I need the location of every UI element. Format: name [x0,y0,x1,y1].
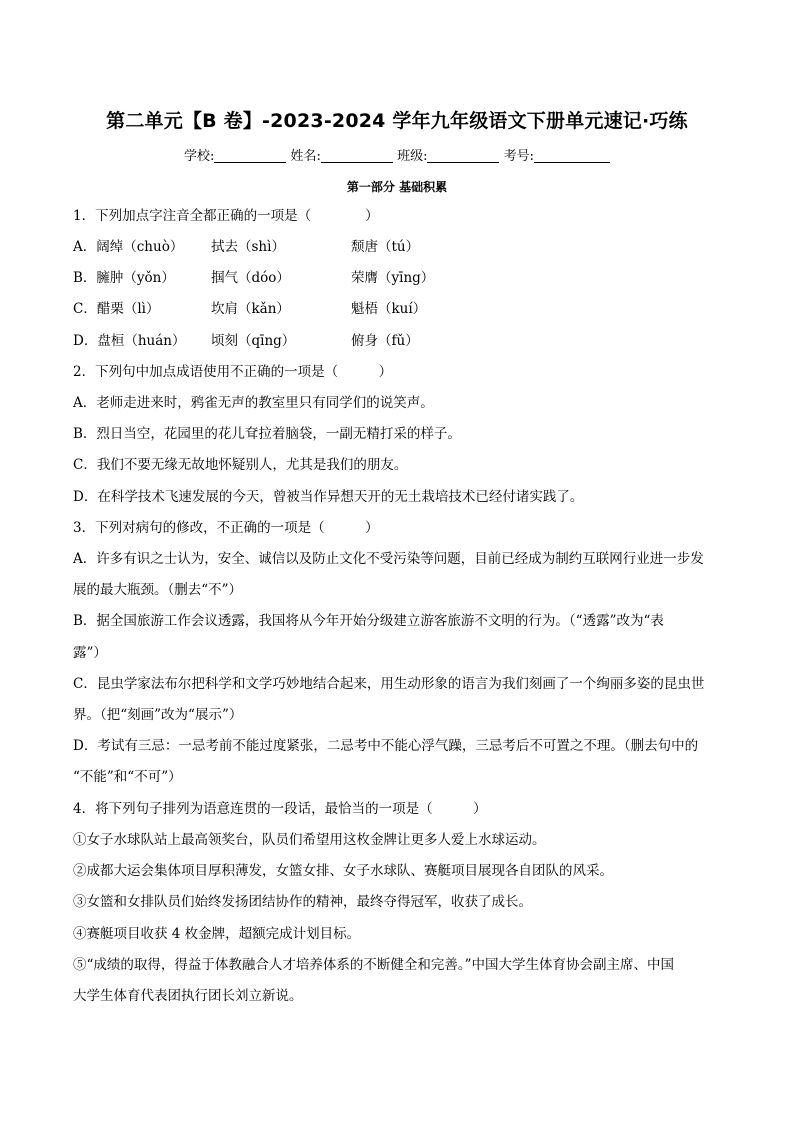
section-title: 第一部分 基础积累 [346,180,448,194]
q3-stem: 3．下列对病句的修改，不正确的一项是（ ） [73,520,379,536]
q1-option-c-word2: 坎肩（kǎn） [211,301,290,317]
q3-option-a-line2: 展的最大瓶颈。（删去“不”） [73,582,243,598]
q2-option-a: A．老师走进来时，鸦雀无声的教室里只有同学们的说笑声。 [73,395,434,411]
q1-option-d-word2: 顷刻（qīng） [211,333,296,349]
class-label: 班级: [397,149,428,164]
q1-option-c-word1: C．醋栗（lì） [73,301,160,317]
q4-sentence-3: ③女篮和女排队员们始终发扬团结协作的精神，最终夺得冠军，收获了成长。 [73,894,532,910]
q3-option-d-line2: “不能”和“不可”） [73,769,182,785]
exam-no-label: 考号: [503,149,534,164]
q3-option-d-line1: D．考试有三忌：一忌考前不能过度紧张，二忌考中不能心浮气躁，三忌考后不可置之不理。（删去句中的 [73,738,699,754]
student-info-row [0,145,794,164]
q4-sentence-1: ①女子水球队站上最高领奖台，队员们希望用这枚金牌让更多人爱上水球运动。 [73,832,546,848]
q3-option-b-line1: B．据全国旅游工作会议透露，我国将从今年开始分级建立游客旅游不文明的行为。（“透露”改为“表 [73,613,664,629]
q1-option-a-word2: 拭去（shì） [211,239,285,255]
q1-option-c-word3: 魁梧（kuí） [351,301,427,317]
q2-option-c: C．我们不要无缘无故地怀疑别人，尤其是我们的朋友。 [73,457,408,473]
q1-option-b-word1: B．臃肿（yǒn） [73,270,175,286]
q4-sentence-5-line2: 大学生体育代表团执行团长刘立新说。 [73,988,303,1004]
q3-option-c-line1: C．昆虫学家法布尔把科学和文学巧妙地结合起来，用生动形象的语言为我们刻画了一个绚丽多姿的昆虫世 [73,676,705,692]
q1-option-d-word1: D．盘桓（huán） [73,333,186,349]
q4-sentence-4: ④赛艇项目收获 4 枚金牌，超额完成计划目标。 [73,926,361,942]
q4-sentence-2: ②成都大运会集体项目厚积薄发，女篮女排、女子水球队、赛艇项目展现各自团队的风采。 [73,863,613,879]
q4-stem: 4．将下列句子排列为语意连贯的一段话，最恰当的一项是（ ） [73,801,487,817]
q1-stem: 1．下列加点字注音全都正确的一项是（ ） [73,208,379,224]
exam-title: 第二单元【B 卷】-2023-2024 学年九年级语文下册单元速记·巧练 [106,110,688,132]
q2-stem: 2．下列句中加点成语使用不正确的一项是（ ） [73,364,393,380]
school-label: 学校: [184,149,215,164]
q1-option-b-word2: 掴气（dóo） [211,270,290,286]
exam-no-blank[interactable] [534,148,610,163]
q3-option-c-line2: 界。（把“刻画”改为“展示”） [73,707,243,723]
q1-option-b-word3: 荣膺（yīng） [351,270,435,286]
q1-option-a-word3: 颓唐（tú） [351,239,420,255]
q1-option-a-word1: A．阔绰（chuò） [73,239,184,255]
q2-option-b: B．烈日当空，花园里的花儿耷拉着脑袋，一副无精打采的样子。 [73,426,461,442]
name-blank[interactable] [321,148,393,163]
q3-option-a-line1: A．许多有识之士认为，安全、诚信以及防止文化不受污染等问题，目前已经成为制约互联网行业进一步发 [73,551,704,567]
school-blank[interactable] [214,148,286,163]
q2-option-d: D．在科学技术飞速发展的今天，曾被当作异想天开的无土栽培技术已经付诸实践了。 [73,489,584,505]
name-label: 姓名: [290,149,321,164]
class-blank[interactable] [427,148,499,163]
q1-option-d-word3: 俯身（fǔ） [351,333,419,349]
q4-sentence-5-line1: ⑤“成绩的取得，得益于体教融合人才培养体系的不断健全和完善。”中国大学生体育协会副主席、中国 [73,957,675,973]
q3-option-b-line2: 露”） [73,645,107,661]
